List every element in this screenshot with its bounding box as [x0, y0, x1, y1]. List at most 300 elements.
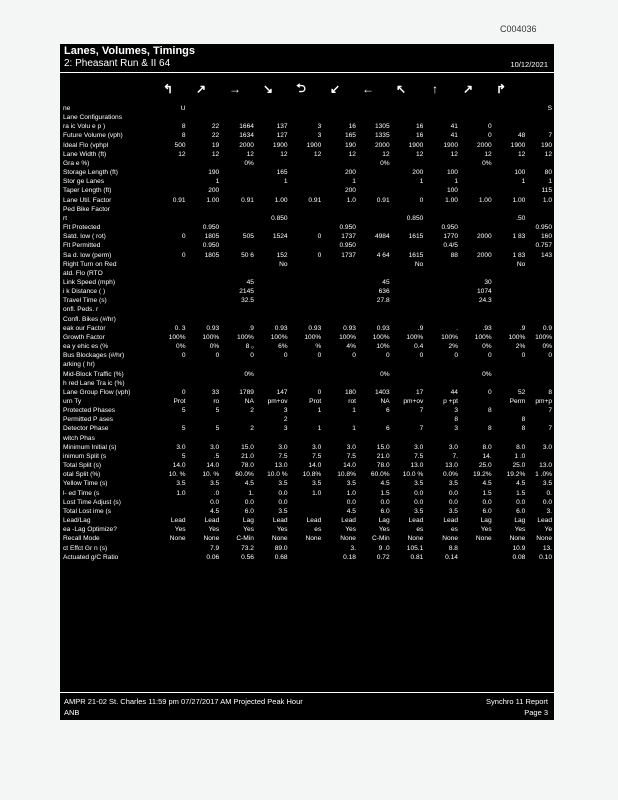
table-cell: 3.5 — [346, 480, 356, 488]
table-cell — [290, 269, 324, 278]
table-cell: 0.850 — [271, 214, 288, 222]
table-cell: pm+p — [535, 398, 552, 405]
table-cell: 41 — [450, 132, 458, 140]
table-cell: 1770 — [443, 233, 458, 241]
table-cell: 0 — [317, 233, 322, 241]
table-cell — [425, 296, 460, 305]
table-cell: 190 — [540, 141, 552, 149]
table-cell: 41 — [450, 123, 458, 131]
table-cell — [154, 553, 188, 562]
table-cell: 1 — [419, 178, 424, 186]
table-cell: Lead — [537, 517, 552, 525]
table-cell: 7. — [452, 452, 458, 460]
table-cell — [460, 168, 494, 177]
row-label: Future Volume (vph) — [63, 132, 123, 140]
table-cell: 3. — [350, 544, 356, 552]
table-cell: Lag — [242, 517, 254, 525]
table-cell — [323, 434, 358, 443]
table-cell — [256, 315, 290, 324]
table-cell: Lead — [443, 517, 458, 525]
table-cell: 0 — [317, 388, 322, 396]
table-row — [60, 333, 554, 342]
movement-icon: ↗ — [462, 82, 474, 96]
row-label: Detector Phase — [63, 425, 109, 433]
table-cell: 0.850 — [406, 214, 424, 222]
table-cell — [290, 287, 324, 296]
table-cell — [290, 415, 324, 424]
table-cell: 1.0 — [346, 489, 356, 497]
table-cell: 0.93 — [343, 324, 356, 332]
table-cell — [494, 406, 528, 415]
table-cell — [392, 415, 426, 424]
table-cell: 4984 — [374, 233, 390, 241]
movement-icon: ← — [362, 82, 374, 96]
table-cell — [290, 159, 324, 168]
table-cell — [527, 113, 554, 122]
table-cell: 0% — [482, 343, 492, 351]
table-cell: 180 — [344, 388, 356, 396]
table-row — [60, 287, 554, 296]
table-cell — [494, 269, 528, 278]
row-label: onfl. Peds. r — [63, 306, 99, 314]
table-cell: .93 — [482, 324, 492, 332]
table-cell: pm+ov — [403, 398, 424, 405]
movement-icon: ↘ — [262, 82, 274, 96]
table-cell: 1.0 — [176, 489, 186, 497]
table-cell: 165 — [276, 169, 288, 177]
table-cell: Yes — [174, 526, 186, 534]
table-cell: 505 — [242, 233, 254, 241]
table-cell — [290, 434, 324, 443]
table-cell: 0% — [244, 159, 254, 167]
table-cell — [527, 370, 554, 379]
table-cell: 60.0% — [370, 471, 390, 479]
table-cell — [290, 113, 324, 122]
table-cell — [460, 104, 494, 113]
table-cell — [527, 452, 554, 461]
table-cell: 0.91 — [241, 196, 254, 204]
table-cell: 8.0 — [482, 443, 492, 451]
table-row — [60, 434, 554, 443]
row-label: Permitted P ases — [63, 416, 114, 424]
table-cell — [494, 360, 528, 369]
row-label: Gra e %) — [63, 159, 90, 167]
table-cell: 1900 — [272, 141, 288, 149]
movement-icon: ↑ — [432, 82, 438, 96]
table-cell — [290, 296, 324, 305]
table-cell — [527, 214, 554, 223]
table-cell: 8.8 — [448, 544, 458, 552]
table-cell: 3.5 — [448, 480, 458, 488]
table-cell: 48 — [517, 132, 526, 140]
table-cell — [425, 287, 460, 296]
table-cell: 19.2% — [506, 471, 526, 479]
table-cell: 6 — [385, 425, 390, 433]
table-cell: 3 — [317, 132, 322, 140]
table-cell — [358, 260, 392, 269]
table-cell — [256, 205, 290, 214]
table-cell — [527, 269, 554, 278]
table-cell: 3 — [454, 425, 458, 433]
table-row — [60, 479, 554, 488]
table-cell: None — [203, 535, 220, 543]
table-cell: 73.2 — [241, 544, 254, 552]
table-cell: 1 — [283, 178, 288, 186]
table-cell: 0.93 — [206, 324, 220, 332]
footer-software: Synchro 11 Report — [486, 697, 548, 706]
table-cell: 1 — [454, 178, 458, 186]
table-cell: 0 — [419, 196, 424, 204]
row-label: Flt Protected — [63, 224, 101, 232]
table-cell — [494, 434, 528, 443]
table-cell: 7.5 — [346, 452, 356, 460]
table-cell: 1 — [352, 178, 356, 186]
table-cell: 7 — [419, 425, 424, 433]
row-label: Lane Configurations — [63, 114, 123, 122]
table-cell: 100% — [406, 333, 424, 341]
table-cell: 2000 — [476, 233, 492, 241]
table-cell — [460, 315, 494, 324]
table-cell: 3. — [546, 507, 552, 515]
table-cell: 12 — [382, 150, 390, 158]
table-cell: Prot — [173, 398, 186, 405]
table-cell: NA — [244, 398, 254, 405]
table-cell — [188, 159, 222, 168]
table-cell: Lead — [170, 517, 186, 525]
table-cell — [323, 205, 358, 214]
table-cell — [392, 287, 426, 296]
table-row — [60, 324, 554, 333]
table-cell: 1.5 — [380, 489, 390, 497]
table-cell — [358, 415, 392, 424]
table-cell: 200 — [208, 187, 220, 195]
table-cell: 0.0 — [516, 498, 526, 506]
table-cell — [188, 305, 222, 314]
table-row — [60, 315, 554, 324]
table-cell: 100% — [339, 333, 356, 341]
row-label: Minimum Initial (s) — [63, 443, 117, 451]
table-cell: 0.0% — [442, 471, 458, 479]
table-cell — [221, 205, 256, 214]
table-cell: 1074 — [476, 288, 492, 296]
table-cell: None — [407, 535, 424, 543]
table-cell: None — [305, 535, 322, 543]
table-cell — [154, 186, 188, 195]
table-cell: 33 — [211, 388, 220, 396]
table-cell — [290, 315, 324, 324]
table-cell — [527, 434, 554, 443]
table-cell: 25.0 — [512, 462, 526, 470]
table-row — [60, 278, 554, 287]
table-cell — [392, 113, 426, 122]
table-cell: 0% — [244, 370, 254, 378]
table-cell — [256, 223, 290, 232]
table-cell: p +pt — [443, 398, 458, 405]
table-cell: 0 — [352, 352, 356, 360]
row-label: Ped Bike Factor — [63, 205, 110, 213]
table-cell: 1524 — [272, 233, 288, 241]
table-cell: 3.0 — [346, 443, 356, 451]
table-cell: 16 — [415, 123, 424, 131]
table-cell — [290, 507, 324, 516]
table-cell — [425, 214, 460, 223]
table-cell — [527, 260, 554, 269]
table-row — [60, 397, 554, 406]
table-cell — [188, 113, 222, 122]
table-cell: 1 83 — [512, 233, 526, 241]
table-row — [60, 525, 554, 534]
table-cell: 0% — [176, 343, 186, 351]
table-cell: 0.950 — [339, 224, 356, 232]
table-cell — [358, 104, 392, 113]
table-cell: 1634 — [239, 132, 254, 140]
table-cell: 3.5 — [542, 480, 552, 488]
table-cell: 7 — [548, 407, 552, 415]
row-label: Total Split (s) — [63, 462, 102, 470]
table-row — [60, 104, 554, 113]
table-cell — [154, 315, 188, 324]
row-label: Lane Group Flow (vph) — [63, 388, 131, 396]
table-cell: 17 — [415, 388, 424, 396]
table-cell — [494, 278, 528, 287]
report-date: 10/12/2021 — [510, 60, 548, 69]
table-cell: 3.0 — [278, 443, 288, 451]
row-label: ea -Lag Optimize? — [63, 526, 117, 534]
table-cell: 100% — [441, 333, 458, 341]
table-cell: 12 — [211, 150, 220, 158]
table-cell: 45 — [382, 278, 390, 286]
table-cell — [188, 205, 222, 214]
table-cell — [425, 104, 460, 113]
table-cell: NA — [380, 398, 390, 405]
table-cell — [460, 241, 494, 250]
table-cell: 127 — [276, 132, 288, 140]
table-cell: 1615 — [408, 251, 424, 259]
table-cell: 0.0 — [278, 489, 288, 497]
table-cell — [494, 379, 528, 388]
table-cell: 50 6 — [241, 251, 254, 259]
table-cell — [460, 269, 494, 278]
table-cell — [188, 278, 222, 287]
table-cell — [256, 287, 290, 296]
table-cell — [290, 186, 324, 195]
table-cell: 3.5 — [278, 507, 288, 515]
table-cell — [256, 305, 290, 314]
table-cell — [154, 205, 188, 214]
table-cell — [460, 205, 494, 214]
table-cell: 8 — [181, 123, 186, 131]
table-cell: 147 — [276, 388, 288, 396]
table-cell — [154, 241, 188, 250]
table-cell: Lead — [306, 517, 322, 525]
table-cell: rot — [348, 398, 356, 405]
row-label: Mid-Block Traffic (%) — [63, 370, 124, 378]
table-cell: 3.0 — [542, 443, 552, 451]
table-cell: 80 — [544, 169, 552, 177]
movement-icon: ⮌ — [296, 80, 306, 95]
row-label: Taper Length (ft) — [63, 187, 112, 195]
table-cell — [290, 177, 324, 186]
table-cell: 15.0 — [376, 443, 390, 451]
table-cell: 1 — [317, 407, 322, 415]
table-cell: 3.5 — [278, 480, 288, 488]
table-cell: Ye — [544, 526, 552, 534]
table-cell: 0.68 — [274, 553, 288, 561]
table-cell: .5 — [213, 452, 220, 460]
table-cell: 0.0 — [448, 498, 458, 506]
table-cell: 2000 — [476, 141, 492, 149]
table-cell: 5 — [181, 452, 186, 460]
table-cell — [290, 260, 324, 269]
table-cell: 12 — [450, 150, 458, 158]
table-cell: 22 — [211, 132, 220, 140]
table-cell: 10. % — [168, 471, 186, 479]
table-cell: 0.93 — [376, 324, 390, 332]
table-cell: C-Min — [372, 535, 390, 543]
table-cell — [358, 186, 392, 195]
table-cell — [290, 168, 324, 177]
table-cell: 0.950 — [535, 224, 552, 232]
table-cell — [323, 360, 358, 369]
table-cell: 0 — [181, 251, 186, 259]
table-cell: 8 — [521, 416, 526, 424]
table-cell: 0.93 — [308, 324, 322, 332]
table-cell: 8 — [454, 416, 458, 424]
table-cell — [290, 305, 324, 314]
table-cell — [460, 397, 494, 406]
table-cell: 200 — [412, 169, 424, 177]
table-cell: 3.5 — [312, 480, 322, 488]
table-cell — [256, 159, 290, 168]
table-cell: 100% — [237, 333, 254, 341]
table-cell: 7.5 — [312, 452, 322, 460]
table-cell: 1.00 — [445, 196, 458, 204]
table-cell: 0% — [209, 343, 220, 351]
table-cell — [323, 287, 358, 296]
table-cell: 0 — [250, 352, 254, 360]
table-cell — [256, 379, 290, 388]
table-cell: 32.5 — [241, 297, 254, 305]
table-row — [60, 251, 554, 260]
table-cell — [358, 434, 392, 443]
table-row — [60, 269, 554, 278]
table-cell: 0.0 — [346, 498, 356, 506]
table-cell — [460, 260, 494, 269]
table-cell — [527, 278, 554, 287]
table-cell: 0% — [482, 159, 492, 167]
row-label: Stor ge Lanes — [63, 178, 105, 186]
table-cell: 7 — [419, 407, 424, 415]
table-cell: 6.0 — [516, 507, 526, 515]
table-cell: 100 — [446, 187, 458, 195]
table-cell — [425, 434, 460, 443]
table-cell: 1.00 — [478, 196, 492, 204]
row-label: witch Phas — [63, 434, 95, 442]
table-cell — [358, 205, 392, 214]
table-cell — [256, 434, 290, 443]
table-cell — [460, 186, 494, 195]
table-cell: 2 — [250, 425, 254, 433]
table-cell — [221, 434, 256, 443]
table-cell: 0.0 — [210, 498, 220, 506]
table-row — [60, 351, 554, 360]
row-label: arking ( hr) — [63, 361, 95, 369]
table-cell — [221, 214, 256, 223]
table-cell: 0 — [548, 352, 552, 360]
table-cell: 2000 — [374, 141, 390, 149]
table-cell — [425, 379, 460, 388]
table-cell — [188, 434, 222, 443]
report-sheet — [60, 44, 554, 720]
row-label: Storage Length (ft) — [63, 169, 118, 177]
table-cell — [494, 186, 528, 195]
table-cell — [290, 498, 324, 507]
table-cell: 100% — [535, 333, 552, 341]
table-cell: 0% — [542, 343, 552, 351]
table-cell — [323, 104, 358, 113]
table-cell — [358, 315, 392, 324]
table-cell: 3 — [317, 123, 322, 131]
table-cell — [188, 296, 222, 305]
table-cell: 2000 — [476, 251, 492, 259]
table-cell — [323, 278, 358, 287]
table-cell — [154, 223, 188, 232]
table-cell: 0.93 — [274, 324, 288, 332]
title-divider — [60, 72, 554, 73]
table-cell: 3.0 — [210, 443, 220, 451]
table-row — [60, 131, 554, 140]
table-cell: 190 — [208, 169, 220, 177]
table-cell: Yes — [480, 526, 492, 534]
table-cell: 0 — [487, 123, 492, 131]
table-cell: 1.0 — [542, 196, 552, 204]
table-cell: 5 — [215, 425, 220, 433]
table-cell: 44 — [450, 388, 458, 396]
table-cell: 0.4 — [414, 343, 424, 351]
movement-icon: ↖ — [395, 82, 407, 96]
table-cell — [188, 315, 222, 324]
table-cell — [290, 223, 324, 232]
table-cell: 0.0 — [542, 498, 552, 506]
table-cell: .9 — [248, 324, 254, 332]
table-cell: 100% — [168, 333, 186, 341]
table-cell: 88 — [450, 251, 458, 259]
footer-page: Page 3 — [524, 708, 548, 717]
table-cell: 4 64 — [376, 251, 390, 259]
table-cell: 0.18 — [343, 553, 356, 561]
timing-table — [60, 104, 554, 562]
table-cell — [358, 305, 392, 314]
table-cell: 0.0 — [414, 489, 424, 497]
table-cell — [527, 122, 554, 131]
table-cell: 8 — [487, 425, 492, 433]
table-row — [60, 150, 554, 159]
table-cell — [188, 104, 222, 113]
table-cell: 0 — [317, 251, 322, 259]
table-cell — [494, 315, 528, 324]
table-cell: 1805 — [204, 251, 220, 259]
table-cell: .0 — [213, 489, 220, 497]
table-cell: 2 — [283, 416, 288, 424]
table-cell: C-Min — [236, 535, 254, 543]
table-cell: 12 — [544, 150, 552, 158]
table-cell — [188, 260, 222, 269]
table-cell — [188, 379, 222, 388]
table-cell: 0 — [181, 352, 186, 360]
table-cell — [323, 296, 358, 305]
table-cell: 16 — [415, 132, 424, 140]
table-cell — [323, 269, 358, 278]
